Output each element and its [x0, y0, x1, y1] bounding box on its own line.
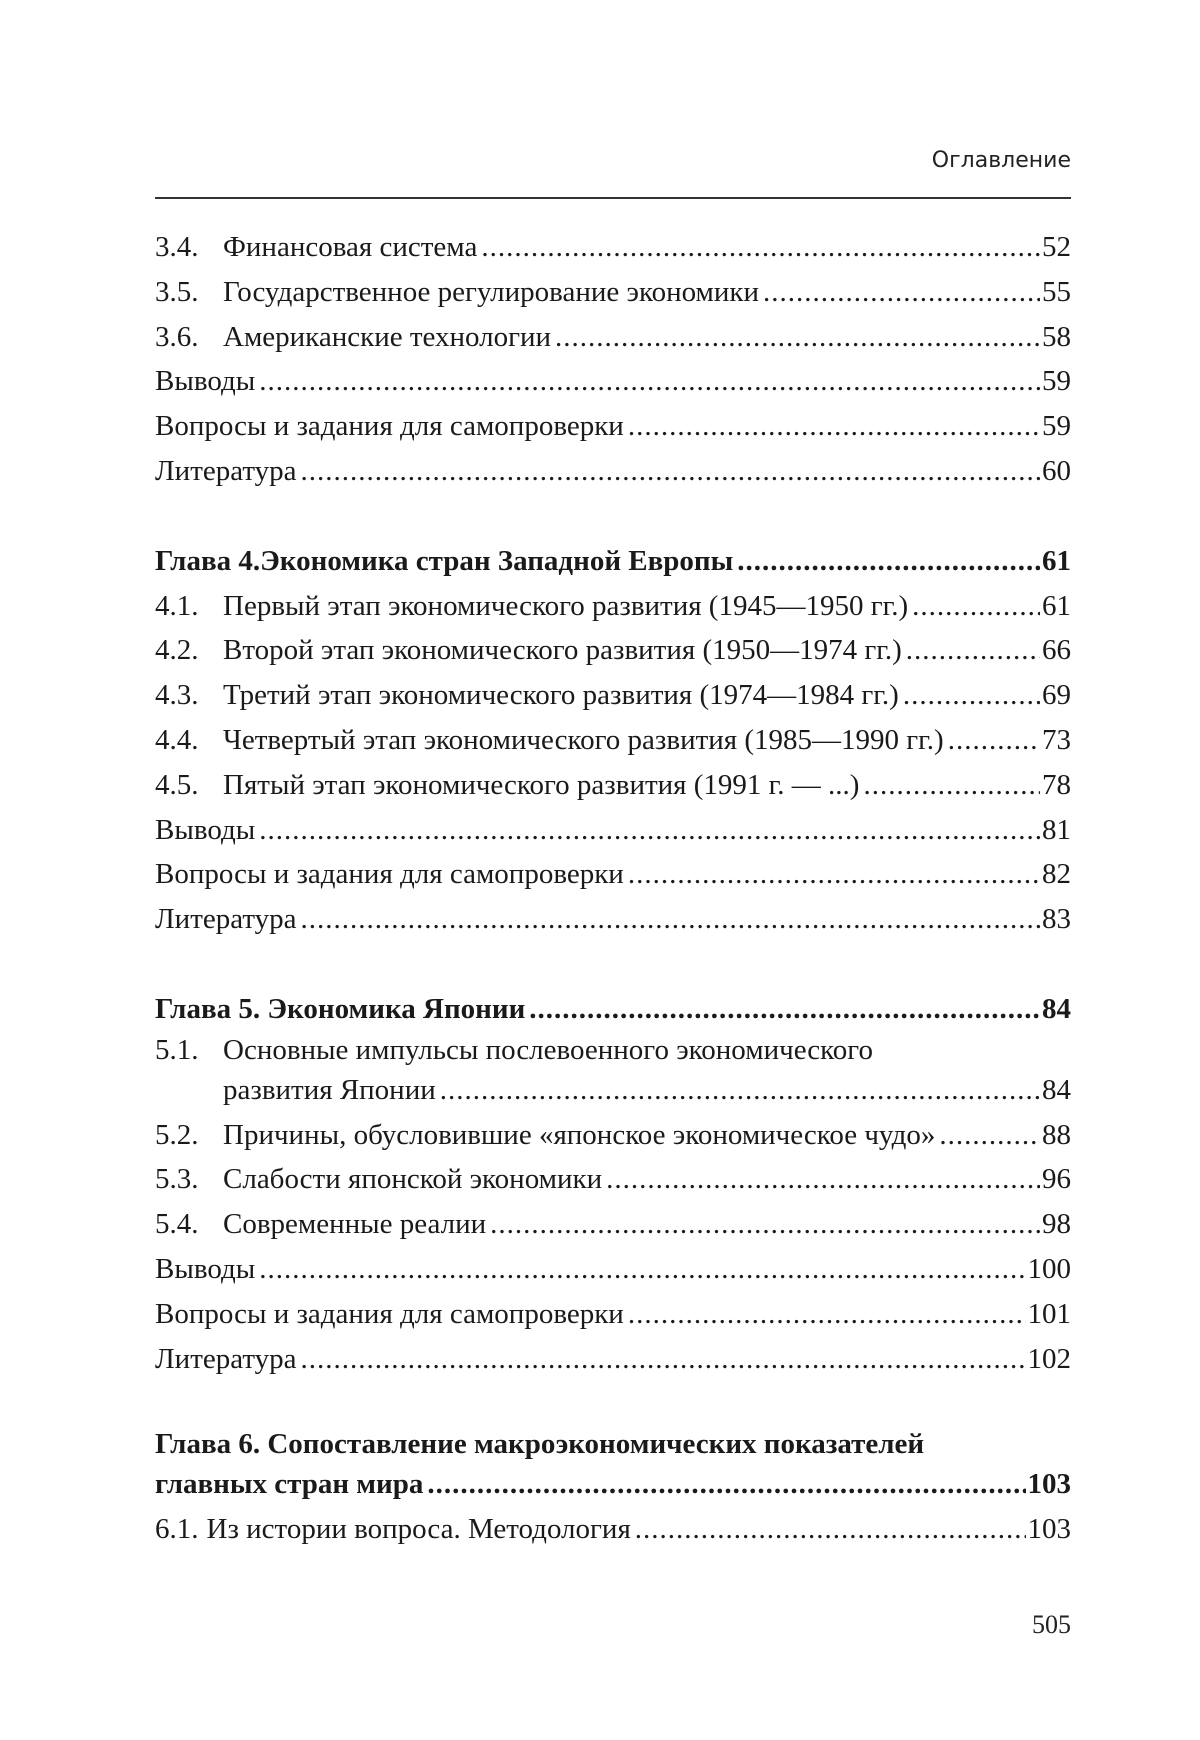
entry-title: Государственное регулирование экономики: [223, 275, 760, 308]
chapter-page: 84: [1042, 992, 1071, 1025]
dot-leader: [301, 897, 1040, 942]
entry-page: 101: [1027, 1297, 1071, 1330]
dot-leader: [301, 1337, 1026, 1382]
toc-entry[interactable]: [155, 763, 1071, 808]
entry-title: Вопросы и задания для самопроверки: [155, 858, 624, 891]
entry-number: 5.1.: [155, 1033, 199, 1066]
entry-number: 3.6.: [155, 320, 199, 353]
toc-entry[interactable]: [155, 852, 1071, 897]
entry-number: 4.1.: [155, 589, 199, 622]
toc-entry-line2[interactable]: [155, 1068, 1071, 1113]
toc-chapter-6-line2[interactable]: [155, 1462, 1071, 1507]
toc-entry[interactable]: [155, 1157, 1071, 1202]
dot-leader: [903, 673, 1040, 718]
entry-title: Выводы: [155, 365, 256, 398]
entry-page: 52: [1042, 231, 1071, 263]
toc-entry[interactable]: [155, 270, 1071, 315]
entry-title: Причины, обусловившие «японское экономическое чудо»: [223, 1118, 936, 1151]
entry-page: 55: [1042, 275, 1071, 308]
chapter-page: 61: [1042, 544, 1071, 577]
entry-title: Из истории вопроса. Методология: [206, 1513, 631, 1546]
entry-page: 102: [1027, 1342, 1071, 1375]
entry-number: 4.5.: [155, 768, 199, 801]
toc-entry[interactable]: [155, 449, 1071, 494]
entry-title: Первый этап экономического развития (1945—1950 гг.): [223, 589, 909, 622]
entry-number: 4.2.: [155, 634, 199, 667]
dot-leader: [948, 718, 1040, 763]
entry-title-continued: развития Японии: [223, 1073, 436, 1106]
entry-title: Выводы: [155, 813, 256, 846]
toc-chapter-5[interactable]: [155, 987, 1071, 1032]
entry-title: Литература: [155, 454, 297, 487]
toc-entry[interactable]: [155, 673, 1071, 718]
entry-page: 84: [1042, 1073, 1071, 1106]
toc-entry[interactable]: [155, 1202, 1071, 1247]
entry-page: 59: [1042, 365, 1071, 398]
page-number: 505: [1032, 1610, 1071, 1639]
header-rule: [155, 197, 1071, 199]
entry-number: 5.2.: [155, 1118, 199, 1151]
entry-page: 88: [1042, 1118, 1071, 1151]
entry-page: 66: [1042, 634, 1071, 667]
dot-leader: [737, 539, 1040, 584]
toc-entry[interactable]: [155, 1337, 1071, 1382]
entry-title: Литература: [155, 1342, 297, 1375]
toc-entry[interactable]: [155, 628, 1071, 673]
chapter-title: Глава 5. Экономика Японии: [155, 992, 526, 1025]
entry-number: 4.4.: [155, 723, 199, 756]
entry-title: Вопросы и задания для самопроверки: [155, 410, 624, 443]
entry-page: 81: [1042, 813, 1071, 846]
entry-title: Второй этап экономического развития (1950—1974 гг.): [223, 634, 902, 667]
dot-leader: [440, 1068, 1040, 1113]
toc-entry[interactable]: [155, 1292, 1071, 1337]
toc-entry-line1[interactable]: [155, 1032, 1071, 1068]
toc-entry[interactable]: [155, 584, 1071, 629]
entry-title: Литература: [155, 903, 297, 936]
entry-page: 103: [1027, 1513, 1071, 1546]
entry-title: Слабости японской экономики: [223, 1163, 603, 1196]
toc-entry[interactable]: [155, 404, 1071, 449]
chapter-title: Глава 4.Экономика стран Западной Европы: [155, 544, 734, 577]
toc-entry[interactable]: [155, 1113, 1071, 1158]
entry-page: 73: [1042, 723, 1071, 756]
entry-title: Пятый этап экономического развития (1991 г. — ...): [223, 768, 860, 801]
dot-leader: [635, 1507, 1026, 1552]
dot-leader: [481, 225, 1040, 270]
dot-leader: [301, 449, 1040, 494]
chapter-title: Глава 6. Сопоставление макроэкономических показателей: [155, 1428, 925, 1461]
running-head: Оглавление: [931, 148, 1071, 173]
entry-title: Финансовая система: [223, 231, 478, 263]
toc-entry[interactable]: [155, 718, 1071, 763]
dot-leader: [490, 1202, 1040, 1247]
toc-entry[interactable]: [155, 897, 1071, 942]
entry-title: Основные импульсы послевоенного экономического: [223, 1033, 873, 1066]
toc-entry[interactable]: [155, 315, 1071, 360]
dot-leader: [863, 763, 1040, 808]
dot-leader: [939, 1113, 1040, 1158]
dot-leader: [259, 359, 1040, 404]
toc-entry[interactable]: [155, 1507, 1071, 1552]
entry-number: 3.4.: [155, 231, 199, 263]
dot-leader: [606, 1157, 1040, 1202]
dot-leader: [427, 1462, 1025, 1507]
table-of-contents: [155, 225, 1071, 1552]
entry-page: 69: [1042, 679, 1071, 712]
dot-leader: [763, 270, 1040, 315]
toc-entry[interactable]: [155, 359, 1071, 404]
entry-number: 6.1.: [155, 1513, 199, 1546]
entry-number: 3.5.: [155, 275, 199, 308]
dot-leader: [628, 404, 1040, 449]
entry-title: Современные реалии: [223, 1208, 487, 1241]
entry-number: 5.4.: [155, 1208, 199, 1241]
entry-title: Вопросы и задания для самопроверки: [155, 1297, 624, 1330]
dot-leader: [259, 1247, 1025, 1292]
toc-entry[interactable]: [155, 1247, 1071, 1292]
entry-page: 58: [1042, 320, 1071, 353]
entry-title: Четвертый этап экономического развития (1985—1990 гг.): [223, 723, 944, 756]
dot-leader: [529, 987, 1040, 1032]
entry-number: 5.3.: [155, 1163, 199, 1196]
chapter-title-continued: главных стран мира: [155, 1468, 424, 1501]
toc-chapter-6-line1[interactable]: [155, 1426, 1071, 1462]
entry-title: Выводы: [155, 1252, 256, 1285]
chapter-page: 103: [1027, 1468, 1071, 1501]
dot-leader: [555, 315, 1040, 360]
entry-title: Третий этап экономического развития (1974—1984 гг.): [223, 679, 899, 712]
entry-number: 4.3.: [155, 679, 199, 712]
toc-entry[interactable]: [155, 808, 1071, 853]
entry-page: 78: [1042, 768, 1071, 801]
entry-page: 82: [1042, 858, 1071, 891]
dot-leader: [628, 852, 1040, 897]
dot-leader: [912, 584, 1040, 629]
entry-page: 83: [1042, 903, 1071, 936]
entry-page: 59: [1042, 410, 1071, 443]
dot-leader: [906, 628, 1040, 673]
entry-page: 100: [1027, 1252, 1071, 1285]
toc-chapter-4[interactable]: [155, 539, 1071, 584]
entry-page: 98: [1042, 1208, 1071, 1241]
entry-title: Американские технологии: [223, 320, 552, 353]
entry-page: 60: [1042, 454, 1071, 487]
dot-leader: [259, 808, 1040, 853]
entry-page: 61: [1042, 589, 1071, 622]
dot-leader: [628, 1292, 1026, 1337]
toc-entry[interactable]: [155, 225, 1071, 270]
entry-page: 96: [1042, 1163, 1071, 1196]
